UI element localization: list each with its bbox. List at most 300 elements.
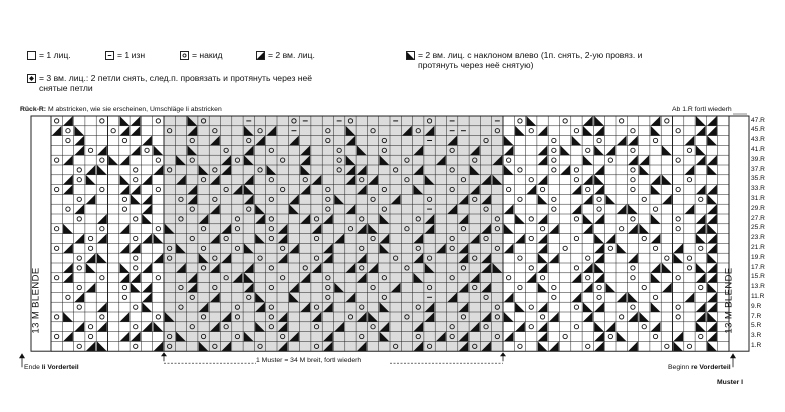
stitch-o xyxy=(518,119,522,123)
stitch-k2r xyxy=(120,332,130,342)
stitch-k2r xyxy=(651,273,661,283)
stitch-o xyxy=(687,266,691,270)
legend-text-p: = 1 изн xyxy=(117,50,146,60)
stitch-k2r xyxy=(651,185,661,195)
stitch-k2r xyxy=(583,283,593,293)
stitch-k2r xyxy=(617,204,627,214)
stitch-o xyxy=(88,148,92,152)
stitch-k2r xyxy=(515,234,525,244)
stitch-k2r xyxy=(707,185,717,195)
stitch-k2r xyxy=(572,292,582,302)
stitch-k2r xyxy=(628,312,638,322)
stitch-o xyxy=(552,295,556,299)
stitch-o xyxy=(529,178,533,182)
stitch-k2r xyxy=(74,234,84,244)
stitch-k2r xyxy=(594,332,604,342)
stitch-k2r xyxy=(120,116,130,126)
stitch-o xyxy=(156,227,160,231)
stitch-k2r xyxy=(538,175,548,185)
stitch-k2r xyxy=(696,312,706,322)
stitch-o xyxy=(676,129,680,133)
stitch-k2r xyxy=(605,234,615,244)
stitch-o xyxy=(642,325,646,329)
row-label: 33.R xyxy=(751,185,765,193)
stitch-o xyxy=(100,187,104,191)
stitch-o xyxy=(529,325,533,329)
stitch-o xyxy=(563,334,567,338)
stitch-k2r xyxy=(628,204,638,214)
stitch-o xyxy=(552,168,556,172)
stitch-k2r xyxy=(617,292,627,302)
stitch-o xyxy=(665,119,669,123)
stitch-o xyxy=(529,217,533,221)
stitch-k2r xyxy=(673,243,683,253)
stitch-k2r xyxy=(572,273,582,283)
stitch-k2r xyxy=(696,126,706,136)
stitch-o xyxy=(631,187,635,191)
stitch-o xyxy=(631,168,635,172)
stitch-k2r xyxy=(583,155,593,165)
stitch-k2r xyxy=(86,165,96,175)
row-label: 5.R xyxy=(751,322,762,330)
stitch-o xyxy=(77,344,81,348)
stitch-k2r xyxy=(63,273,73,283)
stitch-k2r xyxy=(594,322,604,332)
stitch-k2r xyxy=(131,283,141,293)
stitch-o xyxy=(134,305,138,309)
stitch-o xyxy=(122,285,126,289)
stitch-o xyxy=(88,246,92,250)
stitch-k2r xyxy=(63,116,73,126)
stitch-k2r xyxy=(572,204,582,214)
stitch-k2r xyxy=(131,145,141,155)
stitch-k2r xyxy=(142,283,152,293)
stitch-o xyxy=(552,138,556,142)
stitch-o xyxy=(574,217,578,221)
stitch-k2r xyxy=(86,194,96,204)
footer-left-prefix: Ende xyxy=(24,364,42,371)
stitch-k2r xyxy=(583,312,593,322)
stitch-o xyxy=(676,315,680,319)
stitch-o xyxy=(88,334,92,338)
stitch-o xyxy=(631,276,635,280)
stitch-o xyxy=(100,315,104,319)
stitch-k2r xyxy=(131,116,141,126)
stitch-o xyxy=(529,266,533,270)
stitch-o xyxy=(54,246,58,250)
pattern-name: Muster I xyxy=(717,379,744,386)
stitch-k2r xyxy=(594,145,604,155)
stitch-k2r xyxy=(538,263,548,273)
stitch-o xyxy=(574,129,578,133)
row-label: 45.R xyxy=(751,126,765,134)
stitch-o xyxy=(518,344,522,348)
stitch-k2r xyxy=(594,165,604,175)
stitch-k2r xyxy=(707,126,717,136)
stitch-k2r xyxy=(526,273,536,283)
stitch-o xyxy=(529,236,533,240)
stitch-o xyxy=(574,236,578,240)
stitch-o xyxy=(653,334,657,338)
row-label: 29.R xyxy=(751,204,765,212)
stitch-k2r xyxy=(86,341,96,351)
back-row-label: Rück-R: xyxy=(20,106,47,113)
stitch-k2r xyxy=(504,145,514,155)
stitch-k2r xyxy=(696,234,706,244)
stitch-k2r xyxy=(707,273,717,283)
stitch-k2r xyxy=(673,253,683,263)
stitch-k2r xyxy=(74,204,84,214)
grid-lines xyxy=(51,116,729,351)
stitch-k2r xyxy=(131,332,141,342)
stitch-o xyxy=(597,285,601,289)
stitch-k2r xyxy=(651,116,661,126)
row-label: 9.R xyxy=(751,302,762,310)
stitch-o xyxy=(653,138,657,142)
stitch-k2r xyxy=(63,175,73,185)
stitch-k2r xyxy=(74,292,84,302)
row-label: 3.R xyxy=(751,332,762,340)
stitch-k2r xyxy=(131,194,141,204)
stitch-k2r xyxy=(707,283,717,293)
stitch-k2r xyxy=(707,253,717,263)
stitch-o xyxy=(88,325,92,329)
stitch-o xyxy=(699,197,703,201)
stitch-o xyxy=(77,266,81,270)
stitch-o xyxy=(77,168,81,172)
stitch-k2r xyxy=(97,145,107,155)
stitch-o xyxy=(122,197,126,201)
stitch-k2r xyxy=(153,165,163,175)
stitch-k2r xyxy=(526,185,536,195)
stitch-k2r xyxy=(696,224,706,234)
stitch-o xyxy=(586,344,590,348)
stitch-k2r xyxy=(594,253,604,263)
stitch-k2r xyxy=(617,243,627,253)
stitch-o xyxy=(156,119,160,123)
stitch-k2r xyxy=(63,312,73,322)
stitch-o xyxy=(597,207,601,211)
row-label: 21.R xyxy=(751,243,765,251)
stitch-k2r xyxy=(651,126,661,136)
stitch-k2r xyxy=(707,263,717,273)
stitch-k2r xyxy=(707,292,717,302)
stitch-o xyxy=(134,168,138,172)
stitch-k2r xyxy=(538,145,548,155)
stitch-k2r xyxy=(696,185,706,195)
stitch-k2r xyxy=(685,292,695,302)
stitch-o xyxy=(552,148,556,152)
stitch-o xyxy=(134,325,138,329)
stitch-o xyxy=(631,305,635,309)
stitch-k2r xyxy=(707,155,717,165)
stitch-k2r xyxy=(583,214,593,224)
stitch-k2r xyxy=(662,194,672,204)
stitch-k2r xyxy=(651,214,661,224)
stitch-k2r xyxy=(52,126,62,136)
stitch-k2r xyxy=(549,312,559,322)
stitch-k2r xyxy=(515,322,525,332)
stitch-k2r xyxy=(538,155,548,165)
stitch-k2r xyxy=(628,292,638,302)
stitch-k2r xyxy=(86,253,96,263)
stitch-k2r xyxy=(63,185,73,195)
stitch-k2r xyxy=(504,312,514,322)
stitch-k2r xyxy=(131,185,141,195)
stitch-k2r xyxy=(153,234,163,244)
stitch-o xyxy=(642,285,646,289)
stitch-o xyxy=(54,227,58,231)
stitch-o xyxy=(156,158,160,162)
stitch-o xyxy=(676,187,680,191)
stitch-o xyxy=(540,315,544,319)
stitch-k2r xyxy=(538,194,548,204)
stitch-k2r xyxy=(538,332,548,342)
stitch-o xyxy=(54,119,58,123)
stitch-k2r xyxy=(538,283,548,293)
stitch-o xyxy=(552,285,556,289)
stitch-o xyxy=(66,129,70,133)
stitch-k2r xyxy=(639,312,649,322)
stitch-k2r xyxy=(120,243,130,253)
stitch-k2r xyxy=(538,214,548,224)
stitch-o xyxy=(134,266,138,270)
stitch-k2r xyxy=(583,126,593,136)
stitch-k2r xyxy=(538,234,548,244)
stitch-k2r xyxy=(97,165,107,175)
stitch-k2r xyxy=(707,165,717,175)
stitch-k2r xyxy=(572,136,582,146)
stitch-k2r xyxy=(142,175,152,185)
stitch-k2r xyxy=(594,126,604,136)
stitch-k2r xyxy=(120,263,130,273)
stitch-k2r xyxy=(74,126,84,136)
stitch-o xyxy=(518,197,522,201)
stitch-k2r xyxy=(696,214,706,224)
stitch-k2r xyxy=(538,126,548,136)
stitch-k2r xyxy=(651,302,661,312)
stitch-k2r xyxy=(605,145,615,155)
stitch-o xyxy=(676,305,680,309)
stitch-o xyxy=(574,266,578,270)
stitch-o xyxy=(54,158,58,162)
stitch-o xyxy=(156,187,160,191)
stitch-o xyxy=(122,207,126,211)
stitch-o xyxy=(608,158,612,162)
stitch-o xyxy=(653,246,657,250)
stitch-k2r xyxy=(707,322,717,332)
row-label: 35.R xyxy=(751,175,765,183)
stitch-k2r xyxy=(97,322,107,332)
stitch-k2r xyxy=(560,145,570,155)
stitch-o xyxy=(574,168,578,172)
stitch-o xyxy=(574,305,578,309)
stitch-k2r xyxy=(142,302,152,312)
stitch-o xyxy=(111,129,115,133)
stitch-o xyxy=(156,276,160,280)
stitch-k2r xyxy=(74,145,84,155)
stitch-k2r xyxy=(594,185,604,195)
stitch-o xyxy=(506,276,510,280)
stitch-k2r xyxy=(707,341,717,351)
stitch-k2r xyxy=(651,322,661,332)
stitch-k2r xyxy=(515,126,525,136)
stitch-k2r xyxy=(97,302,107,312)
row-label: 17.R xyxy=(751,263,765,271)
stitch-k2r xyxy=(662,175,672,185)
stitch-o xyxy=(586,187,590,191)
stitch-k2r xyxy=(63,243,73,253)
stitch-k2r xyxy=(560,165,570,175)
stitch-o xyxy=(608,246,612,250)
stitch-k2r xyxy=(707,194,717,204)
stitch-k2r xyxy=(538,302,548,312)
stitch-o xyxy=(529,305,533,309)
stitch-k2r xyxy=(504,243,514,253)
stitch-k2r xyxy=(86,175,96,185)
stitch-k2r xyxy=(628,224,638,234)
repeat-width-note: 1 Muster = 34 M breit, fortl wiederh xyxy=(256,357,362,364)
stitch-k2r xyxy=(594,234,604,244)
stitch-k2r xyxy=(120,155,130,165)
stitch-o xyxy=(54,315,58,319)
stitch-k2r xyxy=(696,155,706,165)
legend-text-c3: = 3 вм. лиц.: 2 петли снять, след.п. провязать и протянуть через неё снятые петли xyxy=(39,73,313,93)
footer-right-prefix: Beginn xyxy=(668,364,692,371)
stitch-k2r xyxy=(549,253,559,263)
stitch-o xyxy=(77,178,81,182)
legend-text-k2r: = 2 вм. лиц. xyxy=(268,50,315,60)
stitch-k2r xyxy=(707,332,717,342)
stitch-k2r xyxy=(707,204,717,214)
legend-text-o: = накид xyxy=(192,50,223,60)
row-label: 13.R xyxy=(751,283,765,291)
back-row-text: M abstricken, wie sie erscheinen, Umschläge li abstricken xyxy=(46,106,222,113)
stitch-k2r xyxy=(707,243,717,253)
stitch-o xyxy=(54,276,58,280)
stitch-k2r xyxy=(63,224,73,234)
footer-right-bold: re Vorderteil xyxy=(691,364,731,371)
stitch-k2r xyxy=(153,322,163,332)
stitch-o xyxy=(687,148,691,152)
stitch-k2r xyxy=(605,322,615,332)
stitch-k2r xyxy=(594,302,604,312)
stitch-k2r xyxy=(108,155,118,165)
stitch-k2r xyxy=(594,116,604,126)
stitch-o xyxy=(54,334,58,338)
stitch-k2r xyxy=(120,312,130,322)
stitch-k2r xyxy=(617,136,627,146)
stitch-o xyxy=(687,178,691,182)
stitch-k2r xyxy=(696,322,706,332)
stitch-k2r xyxy=(120,185,130,195)
stitch-k2r xyxy=(515,214,525,224)
stitch-k2r xyxy=(651,175,661,185)
stitch-k2r xyxy=(572,185,582,195)
stitch-o xyxy=(619,119,623,123)
stitch-o xyxy=(619,227,623,231)
stitch-o xyxy=(699,246,703,250)
stitch-k2r xyxy=(628,136,638,146)
stitch-k2r xyxy=(639,155,649,165)
stitch-k2r xyxy=(86,283,96,293)
stitch-k2r xyxy=(583,194,593,204)
stitch-o xyxy=(699,285,703,289)
stitch-k2r xyxy=(605,194,615,204)
stitch-o xyxy=(518,256,522,260)
stitch-k2r xyxy=(594,214,604,224)
stitch-o xyxy=(506,187,510,191)
stitch-o xyxy=(619,315,623,319)
stitch-o xyxy=(134,344,138,348)
row-label: 23.R xyxy=(751,234,765,242)
stitch-o xyxy=(134,217,138,221)
stitch-o xyxy=(574,325,578,329)
stitch-k2r xyxy=(526,116,536,126)
stitch-k2r xyxy=(131,273,141,283)
stitch-k2r xyxy=(662,263,672,273)
stitch-o xyxy=(77,197,81,201)
stitch-k2r xyxy=(97,214,107,224)
stitch-k2r xyxy=(696,116,706,126)
stitch-o xyxy=(77,305,81,309)
row-label: 39.R xyxy=(751,155,765,163)
stitch-k2r xyxy=(685,165,695,175)
stitch-o xyxy=(665,344,669,348)
stitch-k2r xyxy=(707,214,717,224)
stitch-k2r xyxy=(538,322,548,332)
stitch-k2r xyxy=(696,263,706,273)
stitch-k2r xyxy=(594,175,604,185)
stitch-k2r xyxy=(97,253,107,263)
stitch-k2r xyxy=(120,224,130,234)
stitch-o xyxy=(540,276,544,280)
row-label: 37.R xyxy=(751,165,765,173)
stitch-k2r xyxy=(142,322,152,332)
stitch-k2r xyxy=(628,155,638,165)
stitch-o xyxy=(608,334,612,338)
row-label: 19.R xyxy=(751,253,765,261)
stitch-k2r xyxy=(662,283,672,293)
stitch-k2r xyxy=(131,126,141,136)
stitch-k2r xyxy=(538,253,548,263)
stitch-o xyxy=(631,178,635,182)
stitch-o xyxy=(529,129,533,133)
stitch-k2r xyxy=(153,341,163,351)
stitch-k2r xyxy=(651,234,661,244)
stitch-k2r xyxy=(605,283,615,293)
stitch-k2r xyxy=(131,243,141,253)
stitch-o xyxy=(100,119,104,123)
stitch-k2r xyxy=(142,194,152,204)
stitch-o xyxy=(66,295,70,299)
stitch-k2r xyxy=(594,263,604,273)
stitch-o xyxy=(631,129,635,133)
row-label: 25.R xyxy=(751,224,765,232)
stitch-k2r xyxy=(628,253,638,263)
stitch-o xyxy=(506,158,510,162)
stitch-o xyxy=(665,256,669,260)
stitch-o xyxy=(699,334,703,338)
row-label: 11.R xyxy=(751,292,765,300)
stitch-o xyxy=(100,227,104,231)
stitch-k2r xyxy=(594,273,604,283)
row-label: 7.R xyxy=(751,312,762,320)
stitch-o xyxy=(642,236,646,240)
stitch-k2r xyxy=(63,263,73,273)
stitch-o xyxy=(676,276,680,280)
stitch-o xyxy=(122,138,126,142)
